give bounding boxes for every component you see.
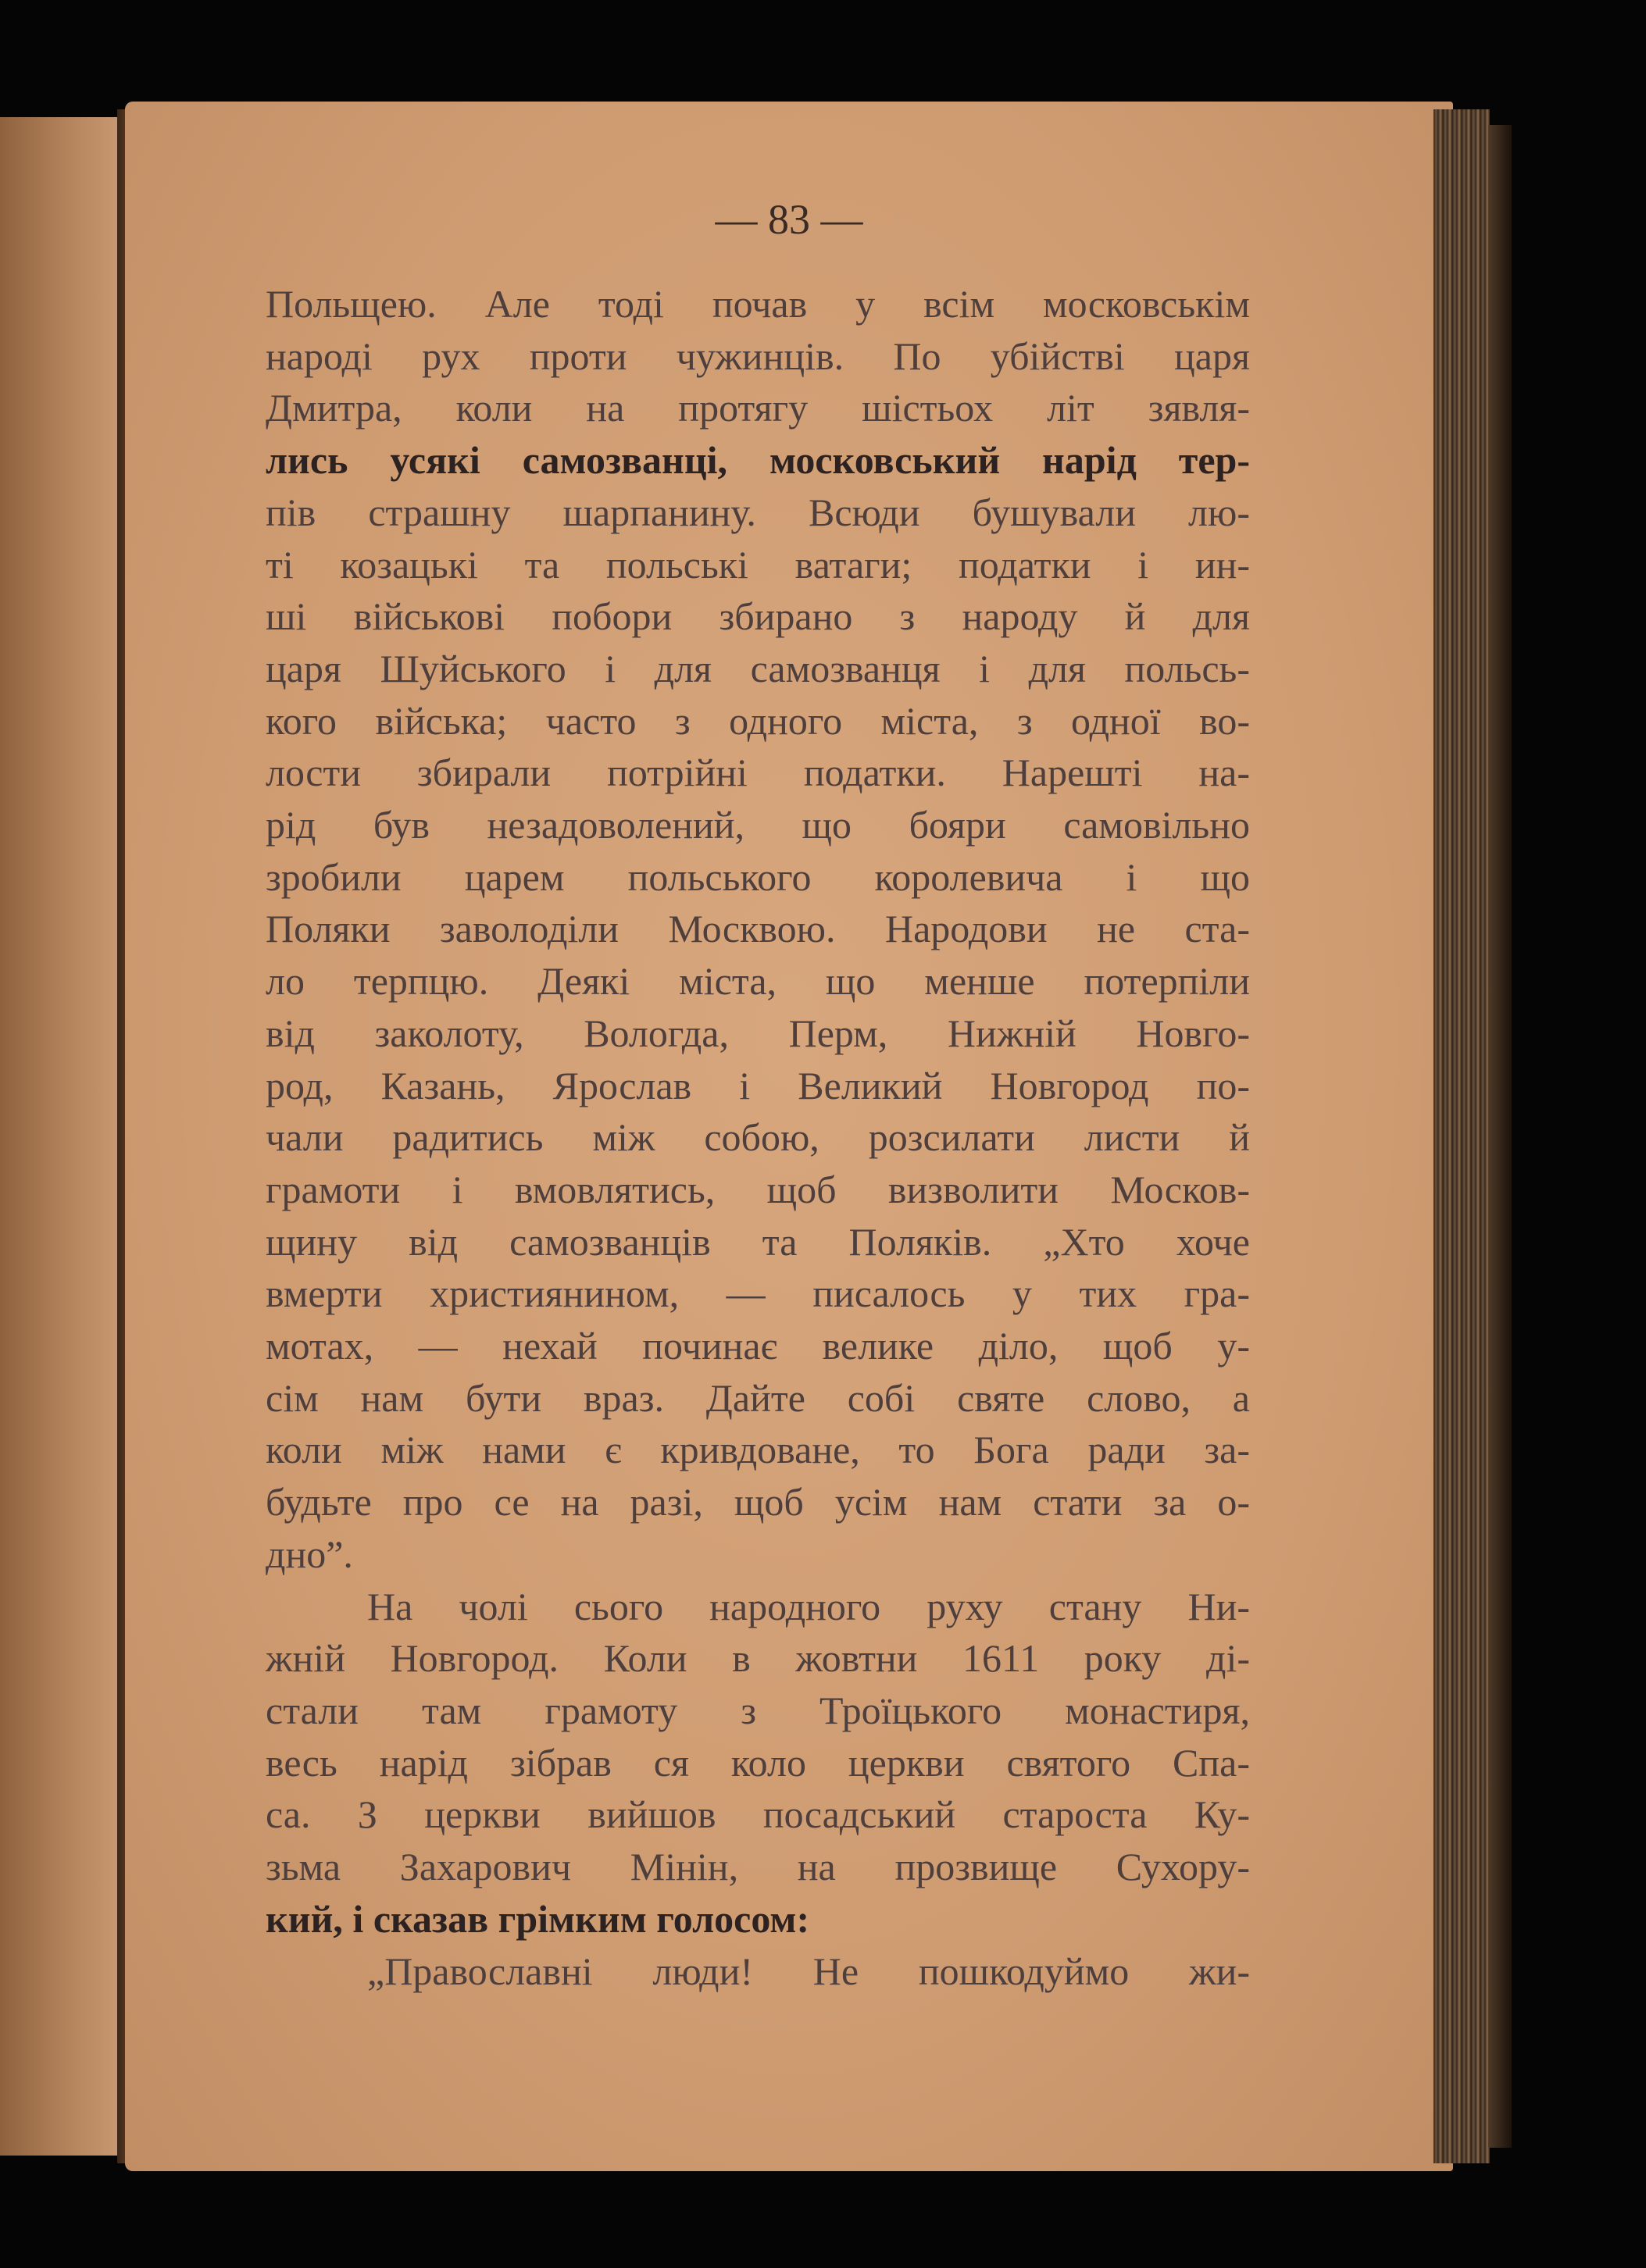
text-line: від заколоту, Вологда, Перм, Нижній Новго-: [266, 1011, 1250, 1055]
text-line: „Православні люди! Не пошкодуймо жи-: [367, 1949, 1250, 1993]
page-stack-edge: [1434, 109, 1490, 2163]
text-line: ло терпцю. Деякі міста, що менше потерпіли: [266, 959, 1250, 1004]
text-line: зьма Захарович Мінін, на прозвище Сухору-: [266, 1845, 1250, 1889]
text-line: са. З церкви вийшов посадський староста Ку-: [266, 1792, 1250, 1837]
text-line: род, Казань, Ярослав і Великий Новгород по-: [266, 1063, 1250, 1107]
text-line: народі рух проти чужинців. По убійстві царя: [266, 333, 1250, 378]
text-line: лись усякі самозванці, московський нарід тер-: [266, 438, 1250, 483]
page-number: — 83 —: [715, 196, 863, 243]
text-line: Дмитра, коли на протягу шістьох літ зявля-: [266, 386, 1250, 430]
text-line: Поляки заволоділи Москвою. Народови не ста-: [266, 907, 1250, 951]
text-line: коли між нами є кривдоване, то Бога ради за-: [266, 1428, 1250, 1472]
text-line: весь нарід зібрав ся коло церкви святого Спа-: [266, 1740, 1250, 1785]
text-line: лости збирали потрійні податки. Нарешті на-: [266, 751, 1250, 795]
text-line: сім нам бути враз. Дайте собі святе слово, а: [266, 1375, 1250, 1420]
text-line: Польщею. Але тоді почав у всім московськім: [266, 282, 1250, 326]
text-line: грамоти і вмовлятись, щоб визволити Москов-: [266, 1167, 1250, 1211]
left-page-edge: [0, 117, 137, 2156]
text-line: чали радитись між собою, розсилати листи й: [266, 1115, 1250, 1160]
text-line: вмерти християнином, — писалось у тих гра-: [266, 1271, 1250, 1316]
text-line: будьте про се на разі, щоб усім нам стати за о-: [266, 1480, 1250, 1524]
text-line: рід був незадоволений, що бояри самовільно: [266, 803, 1250, 847]
text-line: ті козацькі та польські ватаги; податки і ин-: [266, 542, 1250, 587]
text-line: царя Шуйського і для самозванця і для польсь-: [266, 646, 1250, 690]
text-line: кий, і сказав грімким голосом:: [266, 1896, 810, 1941]
text-line: ші військові побори збирано з народу й для: [266, 594, 1250, 639]
text-line: стали там грамоту з Троїцького монастиря,: [266, 1688, 1250, 1732]
text-line: жній Новгород. Коли в жовтни 1611 року ді-: [266, 1636, 1250, 1681]
text-line: мотах, — нехай починає велике діло, щоб у-: [266, 1324, 1250, 1368]
body-text: [266, 278, 1250, 1997]
text-line: кого війська; часто з одного міста, з одної во-: [266, 698, 1250, 743]
text-line: щину від самозванців та Поляків. „Хто хоче: [266, 1219, 1250, 1264]
text-line: На чолі сього народного руху стану Ни-: [367, 1584, 1250, 1628]
text-line: зробили царем польського королевича і що: [266, 854, 1250, 899]
text-line: пів страшну шарпанину. Всюди бушували лю-: [266, 490, 1250, 534]
text-line: дно”.: [266, 1532, 353, 1576]
page-stack-shadow: [1488, 125, 1512, 2148]
